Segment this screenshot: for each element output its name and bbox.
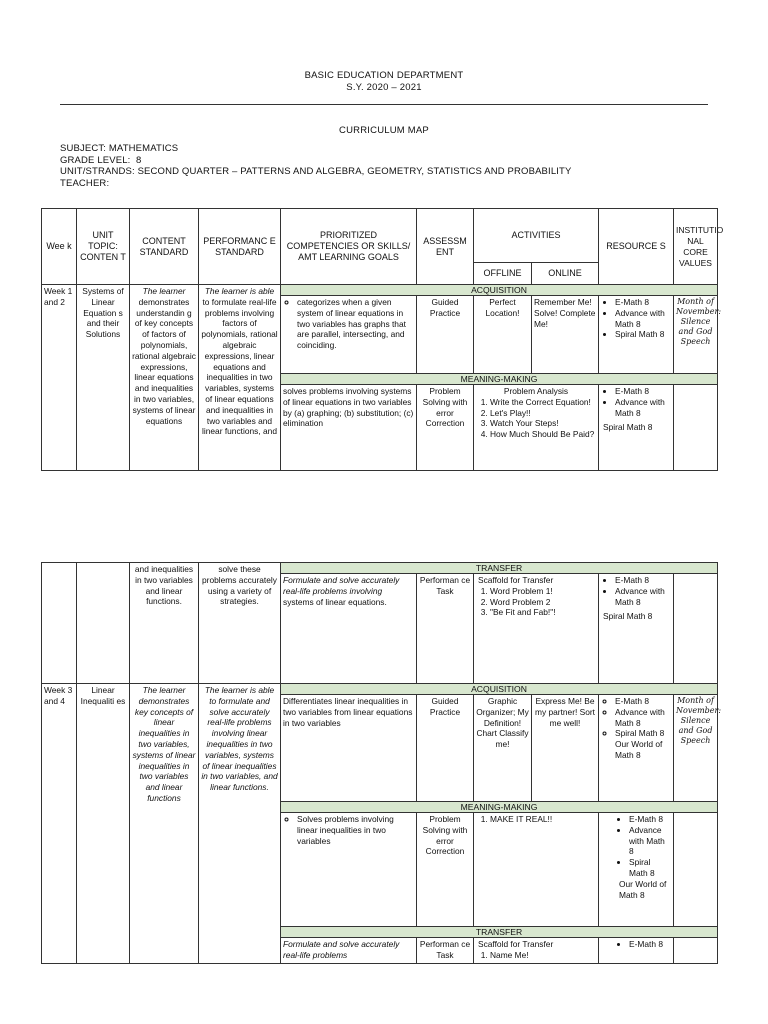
assessment-cell: Problem Solving with error Correction: [417, 385, 474, 471]
activities-cell: [474, 813, 599, 927]
week-cell: Week 3 and 4: [42, 684, 77, 964]
competency-cell: Formulate and solve accurately real-life problems: [281, 938, 417, 964]
content-standard-cell: and inequalities in two variables and linear functions.: [130, 563, 199, 684]
activity-item: 1. Write the Correct Equation!: [490, 397, 596, 408]
activity-item: 2. Let's Play!!: [490, 408, 596, 419]
resource-item: • Advance with Math 8: [629, 825, 671, 857]
assessment-cell: Problem Solving with error Correction: [417, 813, 474, 927]
performance-standard-cell: The learner is able to formulate and solve accurately real-life problems involving linear inequalities in two variables, systems of linear inequalities in two variables, and linear functions.: [199, 684, 281, 964]
core-values-cell: [674, 574, 718, 684]
competency-cell: Differentiates linear inequalities in two variables from linear equations in two variables: [281, 695, 417, 802]
resources-cell: [599, 938, 674, 964]
competency-cell: [281, 813, 417, 927]
resource-extra: Our World of Math 8: [615, 739, 663, 760]
performance-standard-italic: The learner is able: [204, 286, 275, 296]
core-values-cell: Month of November: Silence and God Speech: [674, 296, 718, 374]
activity-title: Problem Analysis: [503, 386, 569, 396]
assessment-cell: Performan ce Task: [417, 574, 474, 684]
resources-cell: [599, 695, 674, 802]
acquisition-band: ACQUISITION: [281, 684, 718, 695]
resource-item: • E-Math 8: [615, 386, 671, 397]
core-values-cell: [674, 813, 718, 927]
resource-item: • Spiral Math 8: [615, 329, 671, 340]
col-online: ONLINE: [532, 263, 599, 285]
online-activity-cell: Remember Me! Solve! Complete Me!: [532, 296, 599, 374]
resource-item: • E-Math 8: [629, 939, 671, 950]
activity-item: 2. Word Problem 2: [490, 597, 596, 608]
topic-cell: Linear Inequaliti es: [77, 684, 130, 964]
col-week: Wee k: [42, 209, 77, 285]
performance-standard-text: to formulate real-life problems involving factors of polynomials, rational algebraic expressions, linear equations and inequalities in two variables, systems of linear equations and inequalities in two variables and linear functions, and: [201, 296, 278, 437]
activity-item: 4. How Much Should Be Paid?: [490, 429, 596, 440]
competency-text: systems of linear equations.: [283, 596, 387, 607]
strands-line: UNIT/STRANDS: SECOND QUARTER – PATTERNS AND ALGEBRA, GEOMETRY, STATISTICS AND PROBABILITY: [60, 166, 572, 177]
competency-item: ◦ Solves problems involving linear inequalities in two variables: [297, 814, 414, 846]
resources-cell: [599, 574, 674, 684]
activity-item: 1. Word Problem 1!: [490, 586, 596, 597]
offline-activity-cell: Graphic Organizer; My Definition! Chart Classify me!: [474, 695, 532, 802]
resource-item: • E-Math 8: [615, 297, 671, 308]
meaning-making-band: MEANING-MAKING: [281, 374, 718, 385]
assessment-cell: Guided Practice: [417, 695, 474, 802]
core-values-cell: [674, 385, 718, 471]
transfer-band: TRANSFER: [281, 563, 718, 574]
performance-standard-cell: solve these problems accurately using a variety of strategies.: [199, 563, 281, 684]
resource-item: ◦ Advance with Math 8: [615, 707, 671, 729]
resource-item: • E-Math 8: [629, 814, 671, 825]
content-standard-cell: The learner demonstrates key concepts of linear inequalities in two variables, systems of linear inequalities in two variables and linear functions: [130, 684, 199, 964]
acquisition-band: ACQUISITION: [281, 285, 718, 296]
activity-title: Scaffold for Transfer: [478, 939, 554, 949]
activity-item: 3. "Be Fit and Fab!"!: [490, 607, 596, 618]
teacher-line: TEACHER:: [60, 177, 110, 189]
offline-activity-cell: Perfect Location!: [474, 296, 532, 374]
activity-item: 1. MAKE IT REAL!!: [490, 814, 596, 825]
competency-item: ◦ categorizes when a given system of linear equations in two variables has graphs that are parallel, intersecting, and coinciding.: [297, 297, 414, 351]
activities-cell: [474, 574, 599, 684]
curriculum-table-2: [41, 562, 722, 964]
curriculum-table-1: [41, 208, 724, 471]
col-resources: RESOURCE S: [599, 209, 674, 285]
activity-item: 3. Watch Your Steps!: [490, 418, 596, 429]
activity-item: 1. Name Me!: [490, 950, 596, 961]
resource-extra: Our World of Math 8: [619, 878, 667, 900]
col-competencies: PRIORITIZED COMPETENCIES OR SKILLS/ AMT LEARNING GOALS: [281, 209, 417, 285]
department-heading: BASIC EDUCATION DEPARTMENT: [304, 70, 464, 81]
document-title: CURRICULUM MAP: [339, 125, 429, 136]
content-standard-italic: The learner: [142, 286, 186, 296]
resources-cell: [599, 385, 674, 471]
topic-cell: Systems of Linear Equation s and their Solutions: [77, 285, 130, 471]
activities-cell: [474, 385, 599, 471]
competency-cell: [281, 296, 417, 374]
online-activity-cell: Express Me! Be my partner! Sort me well!: [532, 695, 599, 802]
col-topic: UNIT TOPIC: CONTEN T: [77, 209, 130, 285]
resource-item: ◦ Spiral Math 8: [615, 728, 671, 739]
resource-item: ◦ E-Math 8: [615, 696, 671, 707]
core-values-cell: Month of November: Silence and God Speech: [674, 695, 718, 802]
activity-title: Scaffold for Transfer: [478, 575, 554, 585]
col-assessment: ASSESSM ENT: [417, 209, 474, 285]
competency-italic: Formulate and solve accurately real-life problems involving: [283, 575, 400, 596]
col-offline: OFFLINE: [474, 263, 532, 285]
resource-item: • E-Math 8: [615, 575, 671, 586]
header-divider: [60, 104, 708, 105]
assessment-cell: Performan ce Task: [417, 938, 474, 964]
resource-item: • Spiral Math 8: [629, 857, 671, 879]
subject-line: SUBJECT: MATHEMATICS: [60, 143, 179, 154]
col-activities: ACTIVITIES: [474, 209, 599, 263]
performance-standard-cell: [199, 285, 281, 471]
competency-cell: [281, 574, 417, 684]
resource-extra: Spiral Math 8: [603, 611, 653, 622]
week-cell: [42, 563, 77, 684]
meaning-making-band: MEANING-MAKING: [281, 802, 718, 813]
resource-item: • Advance with Math 8: [615, 586, 671, 608]
content-standard-cell: [130, 285, 199, 471]
core-values-cell: [674, 938, 718, 964]
resources-cell: [599, 813, 674, 927]
col-performance: PERFORMANC E STANDARD: [199, 209, 281, 285]
school-year: S.Y. 2020 – 2021: [346, 82, 422, 93]
competency-cell: solves problems involving systems of linear equations in two variables by (a) graphing; (b) substitution; (c) elimination: [281, 385, 417, 471]
document-meta: [60, 143, 572, 189]
col-content: CONTENT STANDARD: [130, 209, 199, 285]
resources-cell: [599, 296, 674, 374]
resource-item: • Advance with Math 8: [615, 308, 671, 330]
transfer-band: TRANSFER: [281, 927, 718, 938]
week-cell: Week 1 and 2: [42, 285, 77, 471]
content-standard-text: demonstrates understandin g of key concepts of factors of polynomials, rational algebraic expressions, linear equations and inequalities in two variables, systems of linear equations: [132, 296, 196, 426]
grade-line: GRADE LEVEL: 8: [60, 154, 142, 166]
resource-item: • Advance with Math 8: [615, 397, 671, 419]
resource-extra: Spiral Math 8: [603, 422, 653, 433]
topic-cell: [77, 563, 130, 684]
col-values: INSTITUTIO NAL CORE VALUES: [674, 209, 718, 285]
activities-cell: [474, 938, 599, 964]
assessment-cell: Guided Practice: [417, 296, 474, 374]
